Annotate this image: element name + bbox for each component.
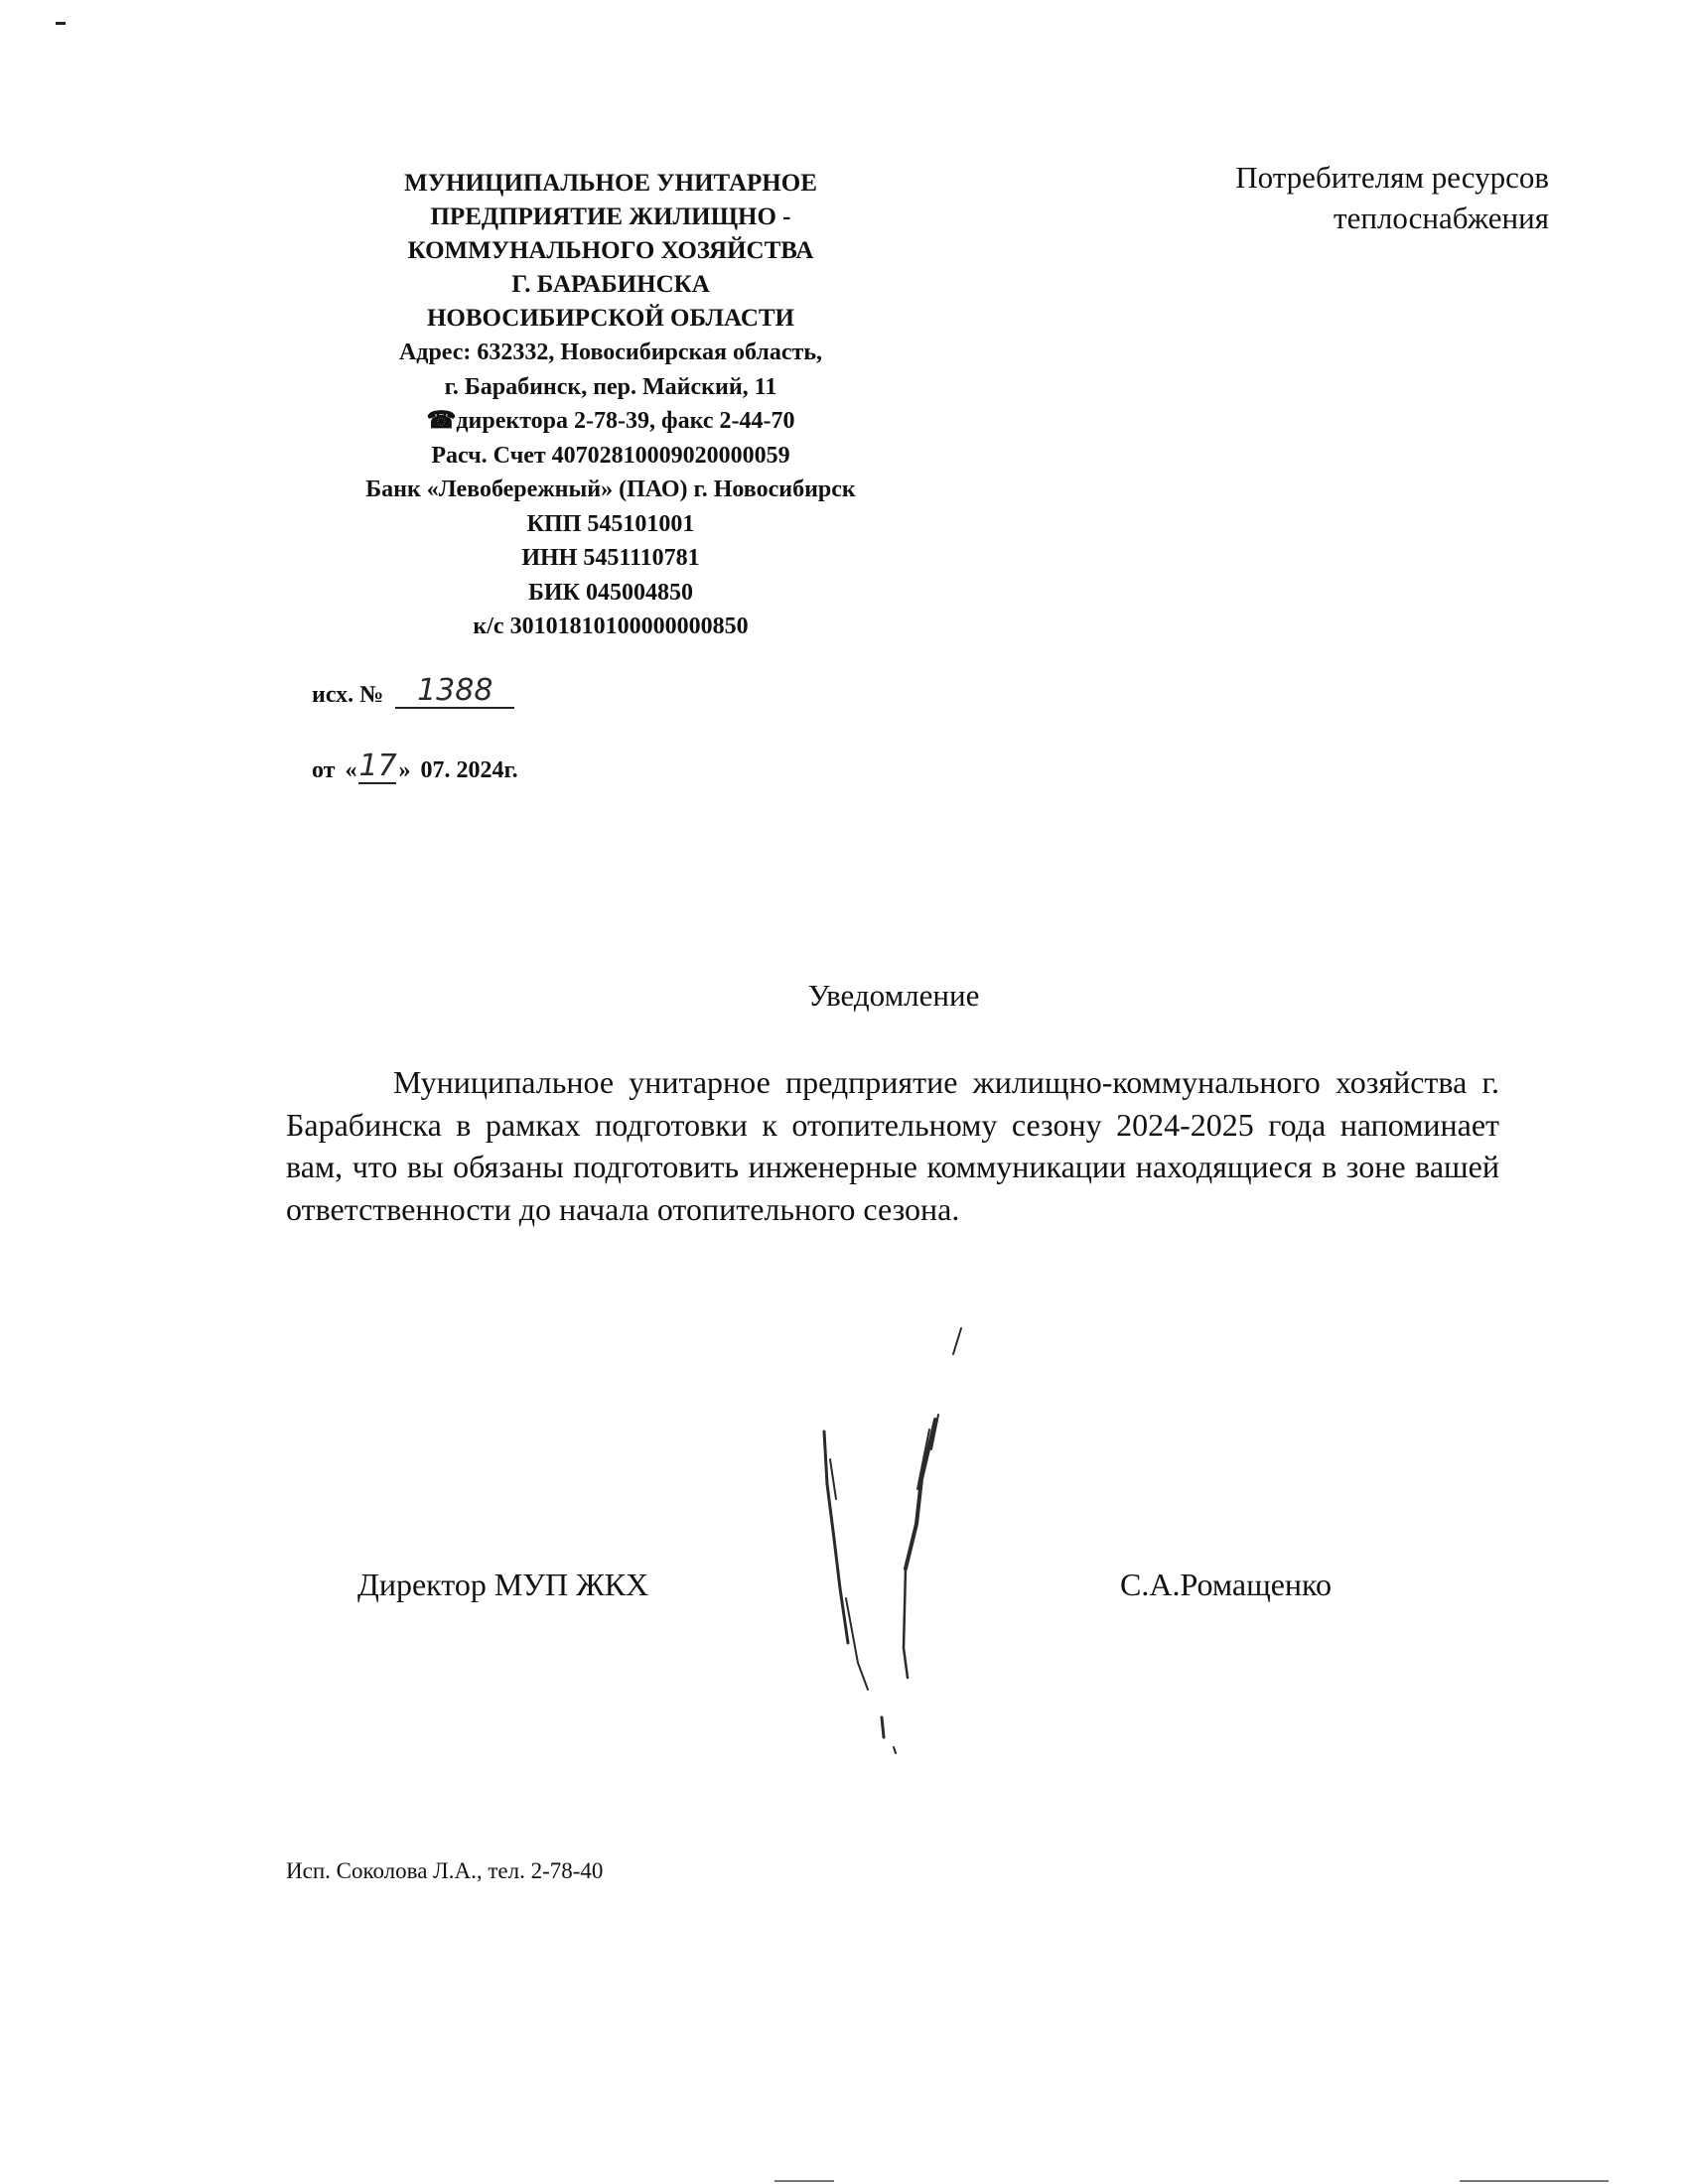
outgoing-number-value: 1388	[395, 675, 514, 709]
date-month-year: 07. 2024г.	[420, 757, 518, 783]
scan-artifact	[56, 22, 66, 25]
bik: БИК 045004850	[528, 579, 693, 606]
footer-line	[774, 2180, 834, 2182]
organization-name-line: МУНИЦИПАЛЬНОЕ УНИТАРНОЕ	[404, 170, 817, 197]
outgoing-number-label: исх. №	[312, 682, 384, 708]
organization-name-line: КОММУНАЛЬНОГО ХОЗЯЙСТВА	[407, 237, 814, 264]
inn: ИНН 5451110781	[521, 545, 700, 571]
kpp: КПП 545101001	[526, 510, 695, 537]
organization-name-line: ПРЕДПРИЯТИЕ ЖИЛИЩНО -	[430, 204, 791, 230]
signatory-name: С.А.Ромащенко	[1120, 1567, 1332, 1602]
phone-text: директора 2-78-39, факс 2-44-70	[456, 408, 795, 434]
phone-icon: ☎	[426, 408, 457, 434]
addressee-line: теплоснабжения	[1334, 201, 1549, 235]
address-line: г. Барабинск, пер. Майский, 11	[444, 373, 777, 400]
correspondent-account: к/с 30101810100000000850	[473, 614, 749, 639]
signatory-position: Директор МУП ЖКХ	[357, 1567, 649, 1602]
handwritten-signature	[804, 1320, 983, 1757]
document-body: Муниципальное унитарное предприятие жилищно-коммунального хозяйства г. Барабинска в рамках подготовки к отопительному сезону 2024-2025 года напоминает вам, что вы обязаны подготовить инженерные коммуникации находящиеся в зоне вашей ответственности до начала отопительного сезона.	[286, 1064, 1499, 1227]
date-prefix: от	[312, 757, 336, 783]
executor-contact: Исп. Соколова Л.А., тел. 2-78-40	[286, 1858, 604, 1883]
date-quote-open: «	[345, 757, 357, 783]
addressee	[993, 157, 1549, 238]
date-day-value: 17	[358, 749, 397, 783]
outgoing-date	[312, 751, 518, 784]
organization-name-line: Г. БАРАБИНСКА	[511, 271, 710, 298]
addressee-line: Потребителям ресурсов	[1235, 160, 1549, 195]
organization-letterhead	[288, 167, 933, 644]
address-line: Адрес: 632332, Новосибирская область,	[398, 340, 823, 365]
organization-name-line: НОВОСИБИРСКОЙ ОБЛАСТИ	[426, 305, 795, 332]
bank-name: Банк «Левобережный» (ПАО) г. Новосибирск	[365, 477, 856, 502]
bank-account: Расч. Счет 40702810009020000059	[431, 442, 790, 469]
date-quote-close: »	[398, 757, 411, 783]
document-title: Уведомление	[807, 978, 980, 1013]
phone-line	[288, 404, 933, 439]
outgoing-number	[312, 675, 514, 709]
footer-line	[1460, 2180, 1609, 2182]
